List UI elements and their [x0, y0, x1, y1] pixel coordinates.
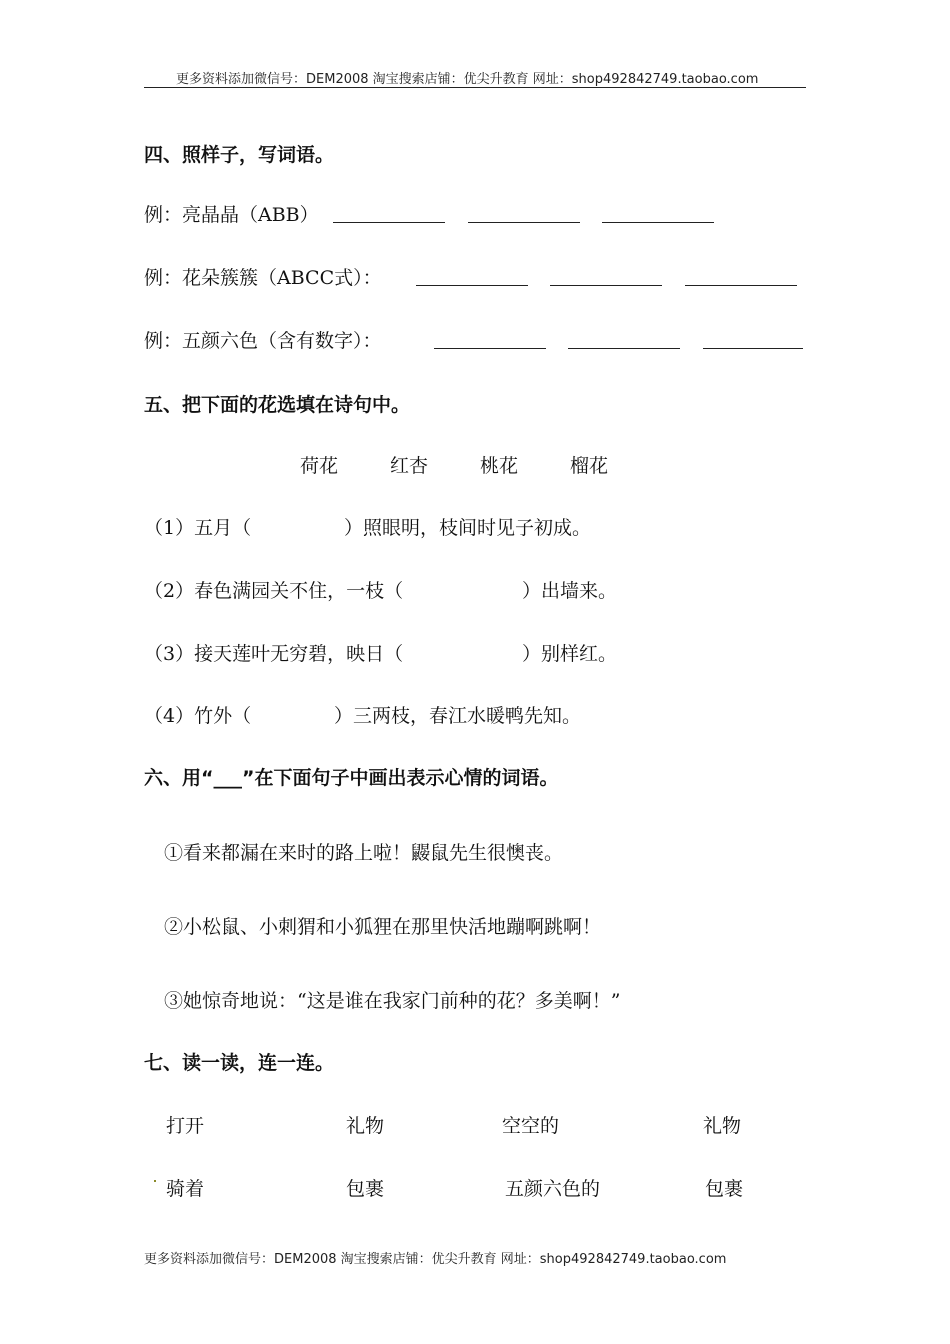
match-row1-noun-2[interactable]: 礼物: [703, 1115, 742, 1137]
decorative-dot: [154, 1180, 156, 1182]
mood-sentence-2: ②小松鼠、小刺猬和小狐狸在那里快活地蹦啊跳啊！: [164, 916, 602, 938]
mood-sentence-1: ①看来都漏在来时的路上啦！鼹鼠先生很懊丧。: [164, 842, 564, 864]
poem-line-3-end: ）别样红。: [522, 643, 618, 665]
s4-example-3-label: 例：五颜六色（含有数字）：: [144, 330, 382, 352]
poem-line-4-end: ）三两枝，春江水暖鸭先知。: [334, 705, 582, 727]
poem-line-4-start: （4）竹外（: [144, 705, 252, 727]
s4-example-2: [144, 263, 382, 290]
page-footer: 更多资料添加微信号：DEM2008 淘宝搜索店铺：优尖升教育 网址：shop492842749.taobao.com: [144, 1252, 727, 1267]
section-6-title: 六、用“___”在下面句子中画出表示心情的词语。: [144, 767, 559, 789]
match-row2-noun[interactable]: 包裹: [346, 1178, 385, 1200]
s4-example-3: [144, 326, 382, 353]
section-4-title: 四、照样子，写词语。: [144, 144, 335, 166]
header-rule: [144, 87, 806, 88]
flower-option-4: 榴花: [570, 455, 609, 477]
mood-sentence-3: ③她惊奇地说：“这是谁在我家门前种的花？多美啊！”: [164, 990, 621, 1012]
s4-blank-3b[interactable]: [568, 330, 680, 349]
flower-option-1: 荷花: [300, 455, 339, 477]
match-row1-verb[interactable]: 打开: [166, 1115, 205, 1137]
section-5-title: 五、把下面的花选填在诗句中。: [144, 394, 411, 416]
poem-line-1-start: （1）五月（: [144, 517, 252, 539]
poem-line-3-start: （3）接天莲叶无穷碧，映日（: [144, 643, 404, 665]
match-row2-adj[interactable]: 五颜六色的: [505, 1178, 601, 1200]
flower-option-2: 红杏: [390, 455, 429, 477]
s4-blank-3a[interactable]: [434, 330, 546, 349]
s4-blank-3c[interactable]: [703, 330, 803, 349]
s4-blank-2b[interactable]: [550, 267, 662, 286]
match-row1-noun[interactable]: 礼物: [346, 1115, 385, 1137]
match-row2-noun-2[interactable]: 包裹: [705, 1178, 744, 1200]
match-row2-verb[interactable]: 骑着: [166, 1178, 205, 1200]
s4-example-2-label: 例：花朵簇簇（ABCC式）：: [144, 267, 382, 289]
poem-line-2-end: ）出墙来。: [522, 580, 618, 602]
s4-example-1: [144, 200, 319, 227]
s4-blank-1c[interactable]: [602, 204, 714, 223]
poem-line-2-start: （2）春色满园关不住，一枝（: [144, 580, 404, 602]
s4-blank-2c[interactable]: [685, 267, 797, 286]
section-7-title: 七、读一读，连一连。: [144, 1052, 335, 1074]
s4-blank-1b[interactable]: [468, 204, 580, 223]
poem-line-1-end: ）照眼明，枝间时见子初成。: [344, 517, 592, 539]
s4-blank-1a[interactable]: [333, 204, 445, 223]
page-header: 更多资料添加微信号：DEM2008 淘宝搜索店铺：优尖升教育 网址：shop492842749.taobao.com: [176, 72, 759, 87]
s4-example-1-label: 例：亮晶晶（ABB）: [144, 204, 319, 226]
match-row1-adj[interactable]: 空空的: [502, 1115, 560, 1137]
s4-blank-2a[interactable]: [416, 267, 528, 286]
flower-option-3: 桃花: [480, 455, 519, 477]
